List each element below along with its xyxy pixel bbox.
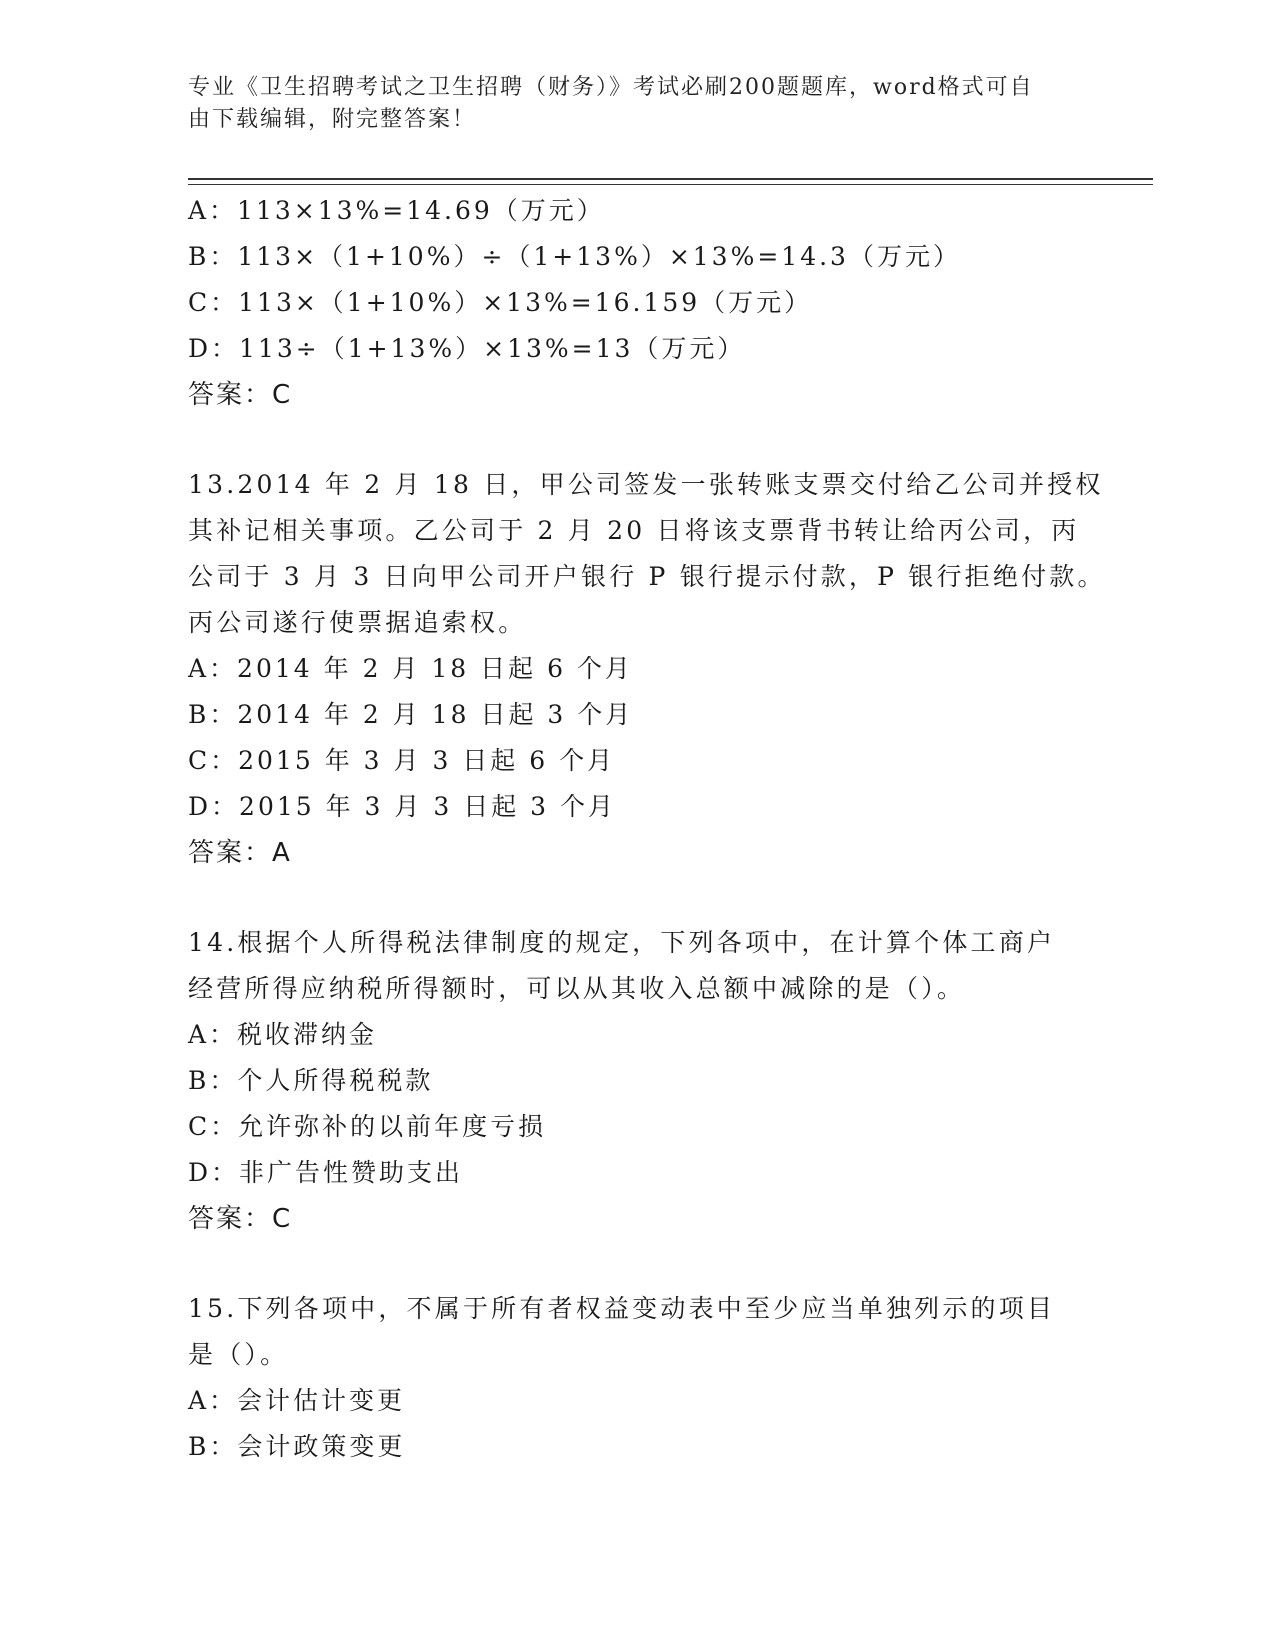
option-d: D：2015 年 3 月 3 日起 3 个月 [188,792,617,821]
question-text-line: 丙公司遂行使票据追索权。 [188,608,527,637]
question-13 [188,462,1106,876]
question-text-line: 13.2014 年 2 月 18 日，甲公司签发一张转账支票交付给乙公司并授权 [188,470,1104,499]
option-a: A：会计估计变更 [188,1386,406,1415]
option-b: B：2014 年 2 月 18 日起 3 个月 [188,700,634,729]
question-14 [188,920,1088,1242]
answer: 答案：C [188,380,293,410]
question-text-line: 是（）。 [188,1340,289,1369]
option-c: C：2015 年 3 月 3 日起 6 个月 [188,746,616,775]
option-d: D：113÷（1+13%）×13%=13（万元） [188,334,746,363]
header-line-2: 由下载编辑，附完整答案！ [188,107,477,132]
spacer [188,418,1088,462]
spacer [188,1242,1088,1286]
question-15 [188,1286,1088,1470]
question-text-line: 15.下列各项中，不属于所有者权益变动表中至少应当单独列示的项目 [188,1294,1056,1323]
question-text-line: 其补记相关事项。乙公司于 2 月 20 日将该支票背书转让给丙公司，丙 [188,516,1080,545]
option-a: A：2014 年 2 月 18 日起 6 个月 [188,654,633,683]
question-12 [188,188,1088,418]
option-c: C：允许弥补的以前年度亏损 [188,1112,547,1141]
option-d: D：非广告性赞助支出 [188,1158,464,1187]
question-text-line: 14.根据个人所得税法律制度的规定，下列各项中，在计算个体工商户 [188,928,1056,957]
document-header [188,72,1088,136]
option-b: B：会计政策变更 [188,1432,406,1461]
option-a: A：113×13%=14.69（万元） [188,196,605,225]
spacer [188,876,1088,920]
question-content [188,188,1106,1470]
option-b: B：个人所得税税款 [188,1066,434,1095]
option-b: B：113×（1+10%）÷（1+13%）×13%=14.3（万元） [188,242,961,271]
question-text-line: 经营所得应纳税所得额时，可以从其收入总额中减除的是（）。 [188,974,966,1003]
option-a: A：税收滞纳金 [188,1020,378,1049]
answer: 答案：A [188,838,292,868]
header-divider-thin [188,184,1153,185]
question-text-line: 公司于 3 月 3 日向甲公司开户银行 P 银行提示付款，P 银行拒绝付款。 [188,562,1106,591]
header-divider-thick [188,178,1153,180]
header-line-1: 专业《卫生招聘考试之卫生招聘（财务）》考试必刷200题题库，word格式可自 [188,75,1034,100]
option-c: C：113×（1+10%）×13%=16.159（万元） [188,288,813,317]
answer: 答案：C [188,1204,293,1234]
